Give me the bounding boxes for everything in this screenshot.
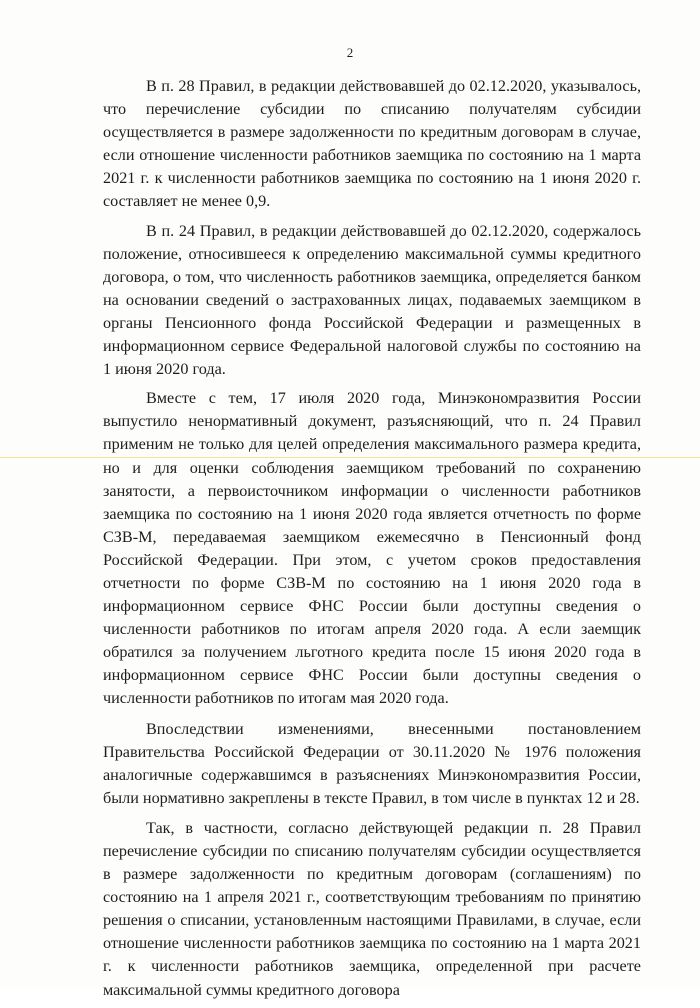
document-body [103, 75, 641, 1008]
page-number: 2 [346, 45, 354, 60]
paragraph-3: Вместе с тем, 17 июля 2020 года, Минэкономразвития России выпустило ненормативный документ, разъясняющий, что п. 24 Правил применим не только для целей определения максимального размера кредита, но и для оценки соблюдения заемщиком требований по сохранению занятости, а первоисточником информации о численности работников заемщика по состоянию на 1 июня 2020 года является отчетность по форме СЗВ-М, передаваемая заемщиком ежемесячно в Пенсионный фонд Российской Федерации. При этом, с учетом сроков предоставления отчетности по форме СЗВ-М по состоянию на 1 июня 2020 года в информационном сервисе ФНС России были доступны сведения о численности работников по итогам апреля 2020 года. А если заемщик обратился за получением льготного кредита после 15 июня 2020 года в информационном сервисе ФНС России были доступны сведения о численности работников по итогам мая 2020 года. [103, 389, 641, 708]
paragraph-1: В п. 28 Правил, в редакции действовавшей до 02.12.2020, указывалось, что перечисление субсидии по списанию получателям субсидии осуществляется в размере задолженности по кредитным договорам в случае, если отношение численности работников заемщика по состоянию на 1 марта 2021 г. к численности работников заемщика по состоянию на 1 июня 2020 г. составляет не менее 0,9. [103, 77, 641, 211]
scan-artifact-line [0, 457, 700, 458]
paragraph-2: В п. 24 Правил, в редакции действовавшей до 02.12.2020, содержалось положение, относившееся к определению максимальной суммы кредитного договора, о том, что численность работников заемщика, определяется банком на основании сведений о застрахованных лицах, подаваемых заемщиком в органы Пенсионного фонда Российской Федерации и размещенных в информационном сервисе Федеральной налоговой службы по состоянию на 1 июня 2020 года. [103, 221, 641, 379]
paragraph-4: Впоследствии изменениями, внесенными постановлением Правительства Российской Федерации от 30.11.2020 № 1976 положения аналогичные содержавшимся в разъяснениях Минэкономразвития России, были нормативно закреплены в тексте Правил, в том числе в пунктах 12 и 28. [103, 719, 641, 807]
paragraph-5: Так, в частности, согласно действующей редакции п. 28 Правил перечисление субсидии по списанию получателям субсидии осуществляется в размере задолженности по кредитным договорам (соглашениям) по состоянию на 1 апреля 2021 г., соответствующим требованиям по принятию решения о списании, установленным настоящими Правилами, в случае, если отношение численности работников заемщика по состоянию на 1 марта 2021 г. к численности работников заемщика, определенной при расчете максимальной суммы кредитного договора [103, 818, 641, 999]
